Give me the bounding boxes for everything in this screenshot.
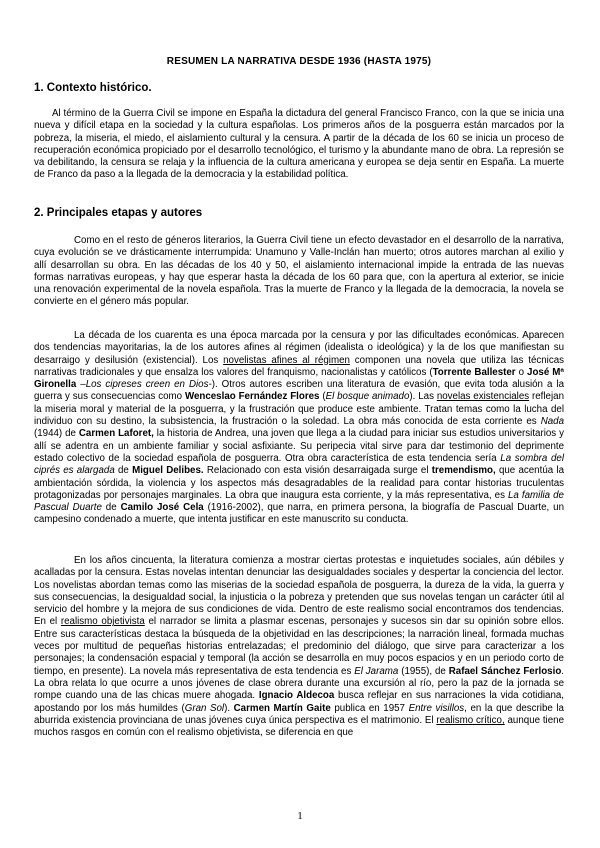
- paragraph-fifties: En los años cincuenta, la literatura comienza a mostrar ciertas protestas e inquietudes sociales, aún débiles y acalladas por la censura. Estas novelas intentan denunciar las desigualdades sociales y despertar la conciencia del lector. Los novelistas abordan temas como las miserias de la sociedad española de posguerra, la dureza de la vida, la guerra y sus consecuencias, la desigualdad social, la injusticia o la pobreza y pretenden que sus novelas tengan un carácter útil al servicio del hombre y la mejora de sus condiciones de vida. Dentro de este realismo social encontramos dos tendencias. En el realismo objetivista el narrador se limita a plasmar escenas, personajes y sucesos sin dar su opinión sobre ellos. Entre sus características destaca la búsqueda de la objetividad en las descripciones; la narración lineal, formada muchas veces por multitud de pequeñas historias entrelazadas; el predominio del diálogo, que sirve para caracterizar a los personajes; la condensación espacial y temporal (la acción se desarrolla en muy pocos espacios y en un periodo corto de tiempo, en presente). La novela más representativa de esta tendencia es El Jarama (1955), de Rafael Sánchez Ferlosio. La obra relata lo que ocurre a unos jóvenes de clase obrera durante una excursión al río, pero la paz de la jornada se rompe cuando una de las chicas muere ahogada. Ignacio Aldecoa busca reflejar en sus narraciones la vida cotidiana, apostando por los más humildes (Gran Sol). Carmen Martín Gaite publica en 1957 Entre visillos, en la que describe la aburrida existencia provinciana de unas jóvenes cuya única perspectiva es el matrimonio. El realismo crítico, aunque tiene muchos rasgos en común con el realismo objetivista, se diferencia en que: [34, 555, 565, 739]
- section-1-heading: 1. Contexto histórico.: [34, 82, 152, 94]
- paragraph-historical-context: Al término de la Guerra Civil se impone en España la dictadura del general Francisco Franco, con la que se inicia una nueva y difícil etapa en la sociedad y la cultura españolas. Los primeros años de la posguerra están marcados por la pobreza, la miseria, el miedo, el aislamiento cultural y la censura. A partir de la década de los 60 se inicia un proceso de recuperación económica propiciado por el desarrollo tecnológico, el turismo y la abundante mano de obra. La represión se va debilitando, la censura se relaja y la influencia de la cultura americana y europea se deja sentir en España. La muerte de Franco da paso a la llegada de la democracia y la estabilidad política.: [34, 108, 564, 181]
- paragraph-forties: La década de los cuarenta es una época marcada por la censura y por las dificultades económicas. Aparecen dos tendencias mayoritarias, la de los autores afines al régimen (idealista o ideológica) y la de los que manifiestan su desarraigo y desilusión (existencial). Los novelistas afines al régimen componen una novela que utiliza las técnicas narrativas tradicionales y que ensalza los valores del franquismo, nacionalistas y católicos (Torrente Ballester o José Mª Gironella –Los cipreses creen en Dios-). Otros autores escriben una literatura de evasión, que evita toda alusión a la guerra y sus consecuencias como Wenceslao Fernández Flores (El bosque animado). Las novelas existenciales reflejan la miseria moral y material de la posguerra, y la frustración que produce este ambiente. Tratan temas como la lucha del individuo con su destino, la subsistencia, la frustración o la soledad. La obra más conocida de esta corriente es Nada (1944) de Carmen Laforet, la historia de Andrea, una joven que llega a la ciudad para iniciar sus estudios universitarios y allí se adentra en un ambiente familiar y social asfixiante. Su peripecia vital sirve para dar testimonio del deprimente estado colectivo de la sociedad española de posguerra. Otra obra característica de esta tendencia sería La sombra del ciprés es alargada de Miguel Delibes. Relacionado con esta visión desarraigada surge el tremendismo, que acentúa la ambientación sórdida, la violencia y los aspectos más desagradables de la realidad para contar historias truculentas protagonizadas por personajes marginales. La obra que inaugura esta corriente, y la más representativa, es La familia de Pascual Duarte de Camilo José Cela (1916-2002), que narra, en primera persona, la biografía de Pascual Duarte, un campesino condenado a muerte, que intenta justificar en este manuscrito su conducta.: [34, 330, 565, 526]
- document-title: RESUMEN LA NARRATIVA DESDE 1936 (HASTA 1975): [166, 56, 432, 67]
- paragraph-intro: Como en el resto de géneros literarios, la Guerra Civil tiene un efecto devastador en el desarrollo de la narrativa, cuya evolución se ve drásticamente interrumpida: Unamuno y Valle-Inclán han muerto; otros autores marchan al exilio y allí desarrollan su obra. En las décadas de los 40 y 50, el aislamiento internacional impide la entrada de las nuevas formas narrativas europeas, y hay que esperar hasta la década de los 60 para que, con la apertura al exterior, se inicie una renovación experimental de la novela española. Tras la muerte de Franco y la llegada de la democracia, la novela se convierte en el género más popular.: [34, 235, 564, 308]
- page-number: 1: [297, 810, 303, 822]
- section-2-heading: 2. Principales etapas y autores: [34, 207, 203, 219]
